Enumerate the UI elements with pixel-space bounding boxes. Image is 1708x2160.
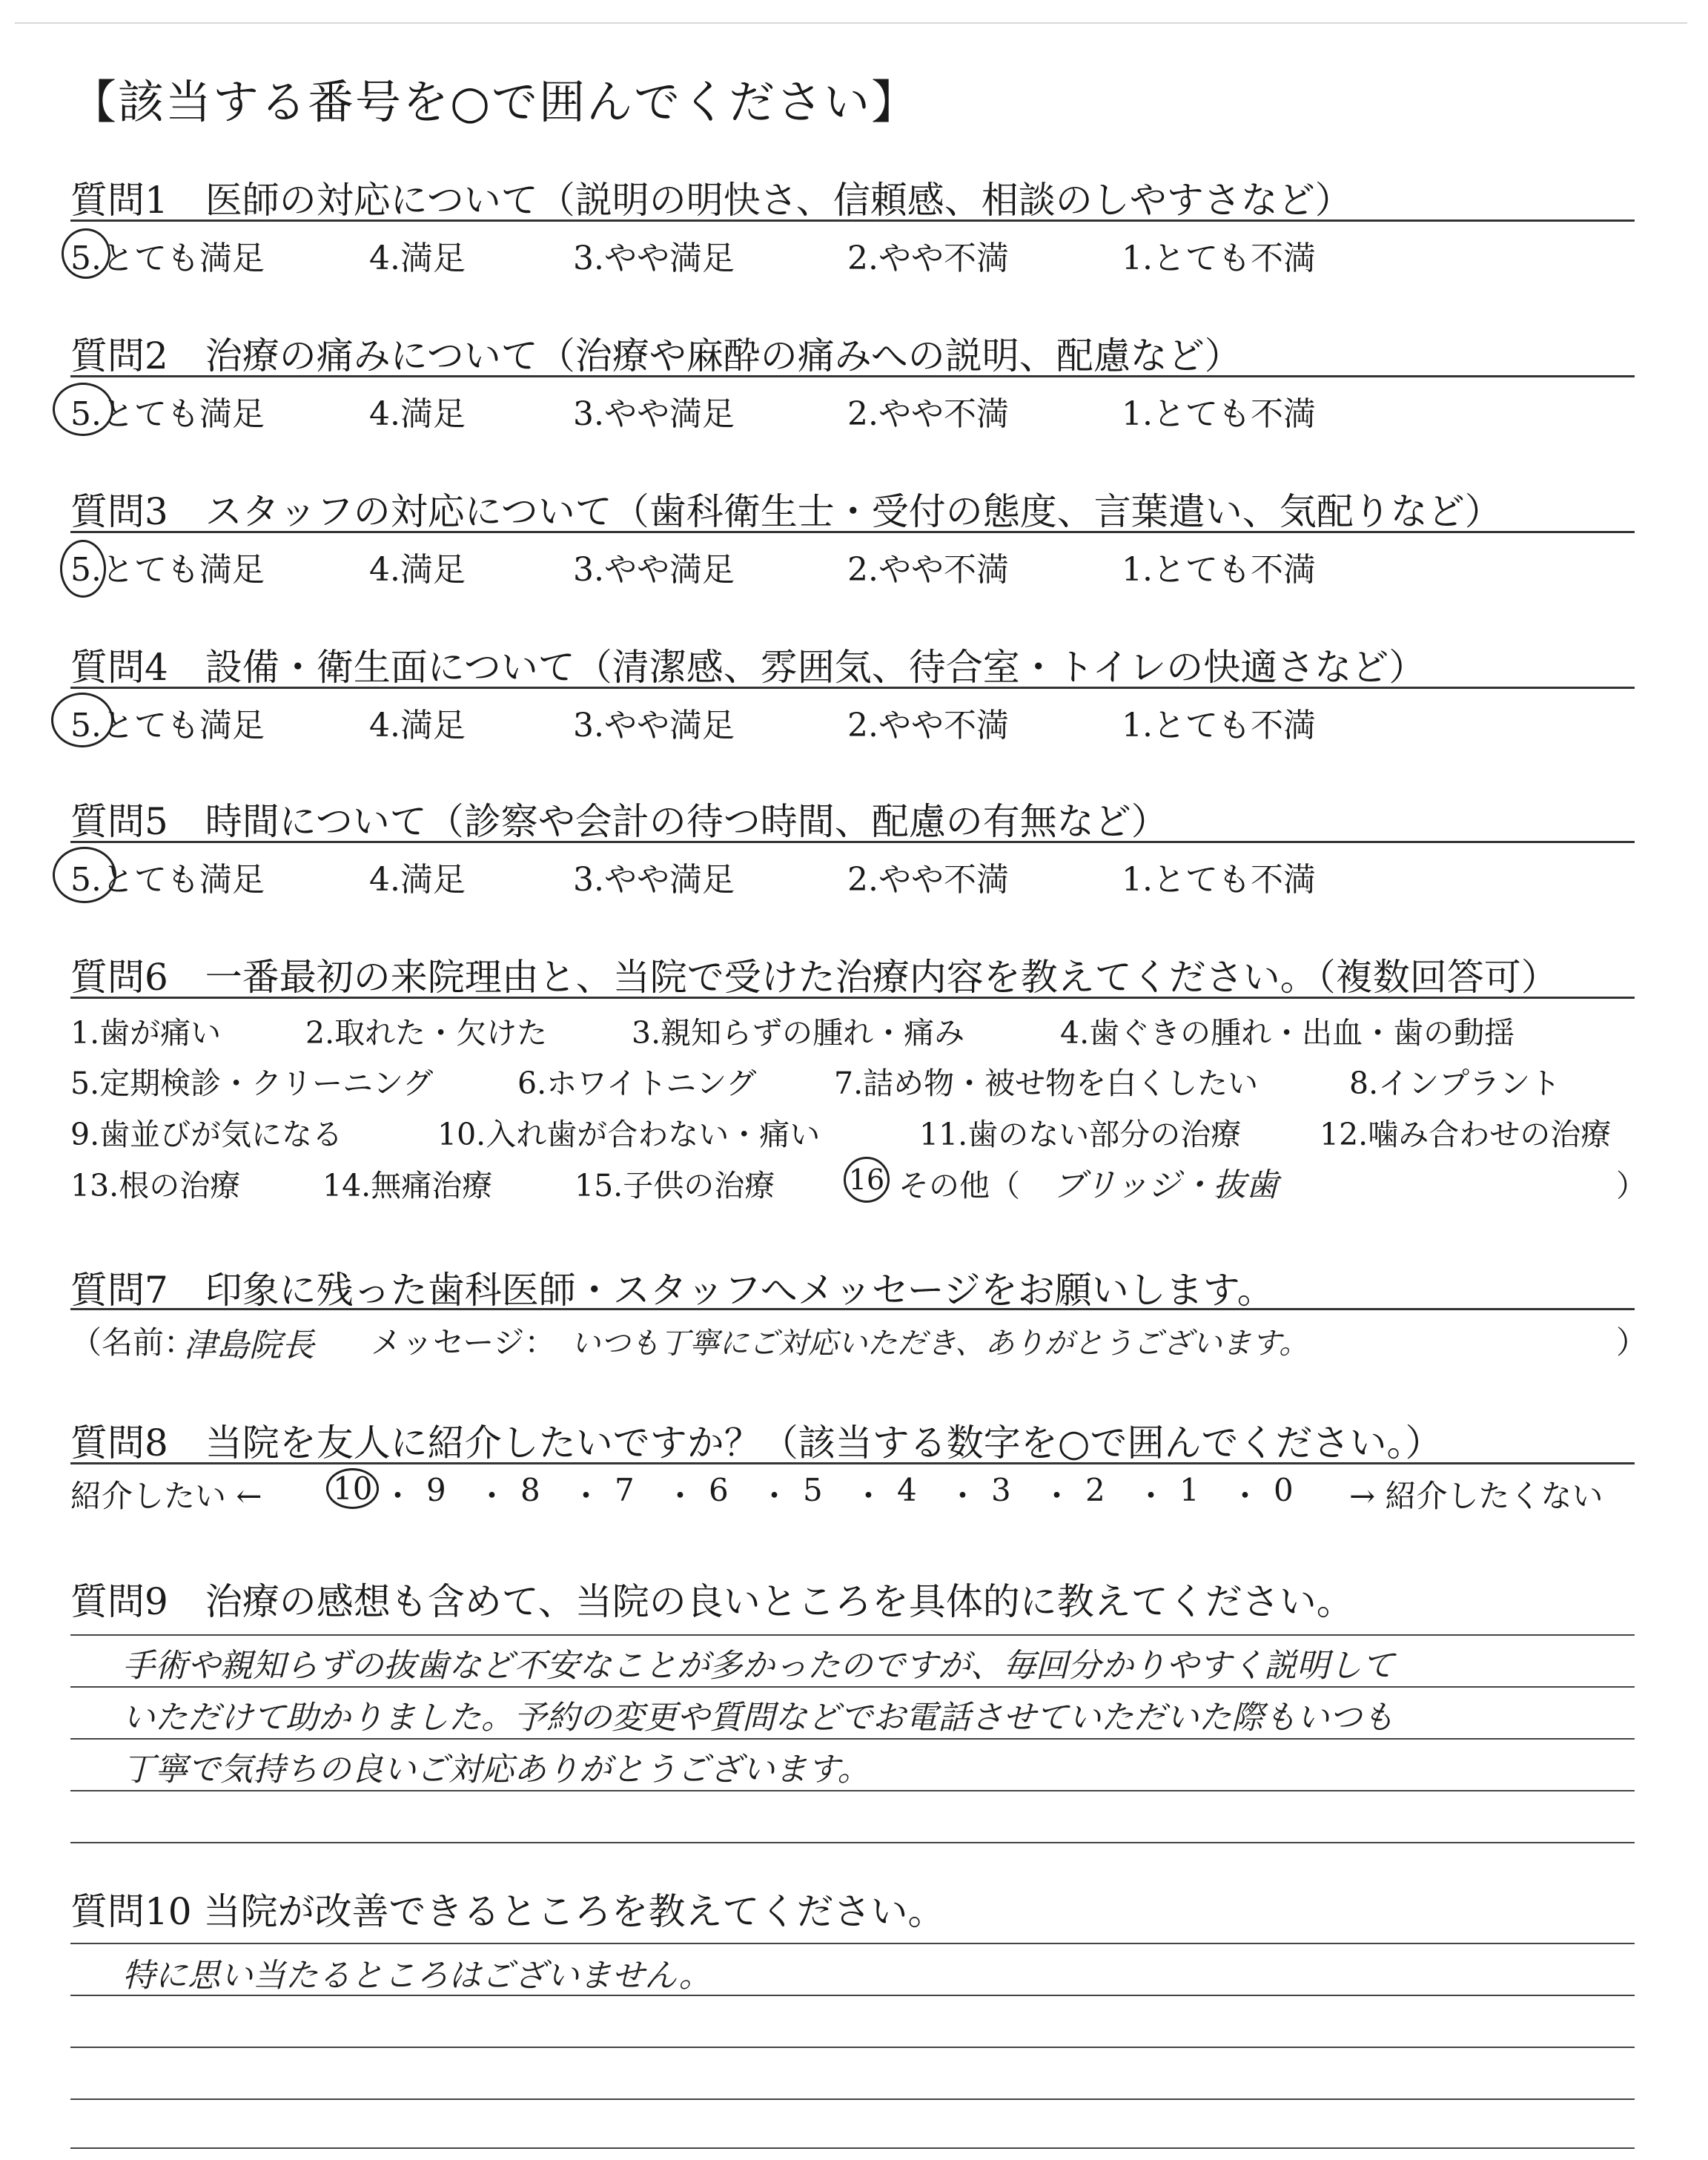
q6-option-4[interactable]: 4.歯ぐきの腫れ・出血・歯の動揺 — [1060, 1015, 1515, 1051]
option-1[interactable]: 1.とても不満 — [1122, 707, 1316, 744]
option-5[interactable]: 5.とても満足 — [70, 551, 265, 589]
question-6-title: 質問6 一番最初の来院理由と、当院で受けた治療内容を教えてください。（複数回答可） — [70, 956, 1558, 999]
question-4-options — [70, 698, 1635, 743]
q8-scale-2[interactable]: 2 — [1085, 1472, 1105, 1508]
q8-scale-separator: ・ — [853, 1478, 884, 1514]
q7-close: ） — [1616, 1324, 1648, 1361]
q6-option-2[interactable]: 2.取れた・欠けた — [305, 1015, 548, 1051]
q9-answer-line-2[interactable]: いただけて助かりました。予約の変更や質問などでお電話させていただいた際もいつも — [122, 1699, 1394, 1737]
option-5[interactable]: 5.とても満足 — [70, 395, 265, 433]
q9-line-2 — [70, 1686, 1635, 1688]
q8-scale-10[interactable]: 10 — [326, 1468, 379, 1509]
question-8-rule — [70, 1462, 1635, 1464]
q6-option-5[interactable]: 5.定期検診・クリーニング — [70, 1066, 434, 1101]
q8-scale-6[interactable]: 6 — [709, 1472, 729, 1508]
q6-option-3[interactable]: 3.親知らずの腫れ・痛み — [632, 1015, 965, 1051]
option-5[interactable]: 5.とても満足 — [70, 861, 265, 899]
question-3-options — [70, 543, 1635, 587]
question-7-rule — [70, 1308, 1635, 1310]
top-border — [15, 22, 1687, 24]
question-1-rule — [70, 219, 1635, 222]
option-3[interactable]: 3.やや満足 — [573, 551, 735, 589]
option-3[interactable]: 3.やや満足 — [573, 707, 735, 744]
q8-scale-separator: ・ — [758, 1478, 790, 1514]
q8-scale-separator: ・ — [1135, 1478, 1167, 1514]
q9-answer-line-1[interactable]: 手術や親知らずの抜歯など不安なことが多かったのですが、毎回分かりやすく説明して — [122, 1647, 1394, 1685]
question-9-title: 質問9 治療の感想も含めて、当院の良いところを具体的に教えてください。 — [70, 1580, 1354, 1623]
q8-right-label: → 紹介したくない — [1349, 1478, 1603, 1514]
q7-message-label: メッセージ： — [371, 1324, 556, 1361]
q6-option-16-circled[interactable]: 16 — [844, 1157, 890, 1203]
q8-scale-separator: ・ — [382, 1478, 414, 1514]
q6-option-10[interactable]: 10.入れ歯が合わない・痛い — [437, 1117, 821, 1152]
option-4[interactable]: 4.満足 — [369, 551, 466, 589]
option-2[interactable]: 2.やや不満 — [847, 861, 1009, 899]
q6-option-14[interactable]: 14.無痛治療 — [322, 1168, 493, 1203]
option-4[interactable]: 4.満足 — [369, 240, 466, 277]
option-5[interactable]: 5.とても満足 — [70, 707, 265, 744]
question-1-options — [70, 231, 1635, 276]
option-1[interactable]: 1.とても不満 — [1122, 861, 1316, 899]
page-header: 【該当する番号を○で囲んでください】 — [70, 75, 919, 129]
q8-scale-8[interactable]: 8 — [520, 1472, 540, 1508]
q8-scale-separator: ・ — [1041, 1478, 1073, 1514]
question-1-title: 質問1 医師の対応について（説明の明快さ、信頼感、相談のしやすさなど） — [70, 179, 1352, 222]
q8-scale-separator: ・ — [476, 1478, 508, 1514]
question-10-title: 質問10 当院が改善できるところを教えてください。 — [70, 1890, 945, 1933]
q8-scale-1[interactable]: 1 — [1179, 1472, 1199, 1508]
question-8-title: 質問8 当院を友人に紹介したいですか？（該当する数字を○で囲んでください。） — [70, 1421, 1443, 1464]
question-3-rule — [70, 531, 1635, 533]
question-2-rule — [70, 375, 1635, 377]
option-4[interactable]: 4.満足 — [369, 707, 466, 744]
question-5-rule — [70, 841, 1635, 843]
q10-line-5 — [70, 2147, 1635, 2149]
q8-scale-separator: ・ — [947, 1478, 979, 1514]
q6-option-1[interactable]: 1.歯が痛い — [70, 1015, 222, 1051]
question-4-rule — [70, 687, 1635, 689]
option-2[interactable]: 2.やや不満 — [847, 395, 1009, 433]
question-7-title: 質問7 印象に残った歯科医師・スタッフへメッセージをお願いします。 — [70, 1269, 1274, 1312]
option-1[interactable]: 1.とても不満 — [1122, 551, 1316, 589]
q10-line-3 — [70, 2047, 1635, 2048]
q9-line-4 — [70, 1790, 1635, 1791]
option-5[interactable]: 5.とても満足 — [70, 240, 265, 277]
q6-other-label: その他（ — [898, 1168, 1020, 1203]
option-4[interactable]: 4.満足 — [369, 861, 466, 899]
q6-option-8[interactable]: 8.インプラント — [1349, 1066, 1561, 1101]
question-2-options — [70, 387, 1635, 432]
q10-answer-line-1[interactable]: 特に思い当たるところはございません。 — [122, 1957, 712, 1995]
question-5-title: 質問5 時間について（診察や会計の待つ時間、配慮の有無など） — [70, 800, 1168, 843]
question-4-title: 質問4 設備・衛生面について（清潔感、雰囲気、待合室・トイレの快適さなど） — [70, 646, 1426, 689]
question-3-title: 質問3 スタッフの対応について（歯科衛生士・受付の態度、言葉遣い、気配りなど） — [70, 490, 1502, 533]
q6-other-text[interactable]: ブリッジ・抜歯 — [1053, 1166, 1279, 1204]
q10-line-1 — [70, 1943, 1635, 1944]
q7-message-value[interactable]: いつも丁寧にご対応いただき、ありがとうございます。 — [571, 1327, 1309, 1361]
q9-answer-line-3[interactable]: 丁寧で気持ちの良いご対応ありがとうございます。 — [122, 1751, 870, 1789]
q6-option-11[interactable]: 11.歯のない部分の治療 — [919, 1117, 1242, 1152]
option-2[interactable]: 2.やや不満 — [847, 240, 1009, 277]
q6-option-15[interactable]: 15.子供の治療 — [575, 1168, 775, 1203]
q6-option-12[interactable]: 12.噛み合わせの治療 — [1320, 1117, 1612, 1152]
question-5-options — [70, 853, 1635, 897]
option-2[interactable]: 2.やや不満 — [847, 551, 1009, 589]
option-3[interactable]: 3.やや満足 — [573, 861, 735, 899]
q6-option-6[interactable]: 6.ホワイトニング — [517, 1066, 757, 1101]
q8-scale-separator: ・ — [1229, 1478, 1261, 1514]
option-1[interactable]: 1.とても不満 — [1122, 395, 1316, 433]
q8-scale-separator: ・ — [664, 1478, 696, 1514]
question-6-rule — [70, 997, 1635, 999]
q8-scale-3[interactable]: 3 — [991, 1472, 1011, 1508]
q6-other-close: ） — [1616, 1168, 1646, 1203]
q8-scale-7[interactable]: 7 — [615, 1472, 635, 1508]
option-3[interactable]: 3.やや満足 — [573, 240, 735, 277]
q6-option-13[interactable]: 13.根の治療 — [70, 1168, 241, 1203]
q9-line-3 — [70, 1738, 1635, 1740]
q8-scale-5[interactable]: 5 — [803, 1472, 823, 1508]
q7-name-label: （名前： — [70, 1324, 196, 1361]
q8-scale-separator: ・ — [570, 1478, 602, 1514]
question-2-title: 質問2 治療の痛みについて（治療や麻酔の痛みへの説明、配慮など） — [70, 334, 1242, 377]
q8-left-label: 紹介したい ← — [70, 1478, 262, 1514]
option-3[interactable]: 3.やや満足 — [573, 395, 735, 433]
q6-option-7[interactable]: 7.詰め物・被せ物を白くしたい — [834, 1066, 1259, 1101]
q7-name-value[interactable]: 津島院長 — [184, 1327, 314, 1364]
option-2[interactable]: 2.やや不満 — [847, 707, 1009, 744]
q9-line-5 — [70, 1842, 1635, 1843]
option-4[interactable]: 4.満足 — [369, 395, 466, 433]
option-1[interactable]: 1.とても不満 — [1122, 240, 1316, 277]
q9-line-1 — [70, 1634, 1635, 1636]
q8-scale-9[interactable]: 9 — [426, 1472, 446, 1508]
q10-line-4 — [70, 2098, 1635, 2100]
q8-scale-0[interactable]: 0 — [1274, 1472, 1294, 1508]
q6-option-9[interactable]: 9.歯並びが気になる — [70, 1117, 343, 1152]
q8-scale-4[interactable]: 4 — [897, 1472, 917, 1508]
